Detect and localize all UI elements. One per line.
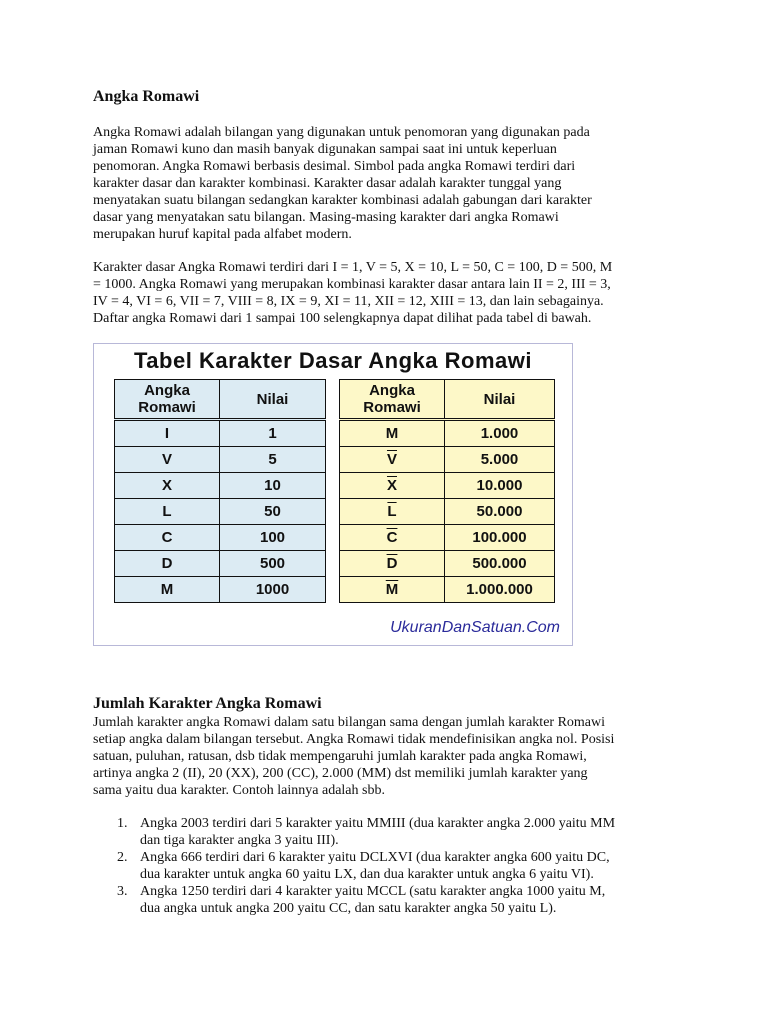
value-cell: 1.000	[445, 420, 555, 447]
table-row	[115, 447, 326, 473]
value-cell: 1000	[220, 577, 326, 603]
text-line: Jumlah karakter angka Romawi dalam satu bilangan sama dengan jumlah karakter Romawi	[93, 715, 606, 730]
intro-paragraph	[93, 124, 592, 243]
value-cell: 50.000	[445, 499, 555, 525]
value-cell: 100.000	[445, 525, 555, 551]
roman-cell: V	[115, 447, 220, 473]
header-text: Angka	[144, 382, 190, 399]
text-line: dua karakter untuk angka 60 yaitu LX, dan dua karakter untuk angka 6 yaitu VI).	[140, 867, 594, 882]
value-cell: 10.000	[445, 473, 555, 499]
text-line: artinya angka 2 (II), 20 (XX), 200 (CC), 2.000 (MM) dst memiliki jumlah karakter yang	[93, 766, 588, 781]
text-line: Angka Romawi adalah bilangan yang digunakan untuk penomoran yang digunakan pada	[93, 125, 590, 140]
roman-cell: $\overline{C}$	[340, 525, 445, 551]
roman-numeral-table-image	[93, 343, 573, 646]
text-line: Angka 666 terdiri dari 6 karakter yaitu DCLXVI (dua karakter angka 600 yaitu DC,	[140, 850, 610, 865]
roman-cell: C	[115, 525, 220, 551]
roman-cell: $\overline{L}$	[340, 499, 445, 525]
table-row	[340, 473, 555, 499]
roman-cell: M	[115, 577, 220, 603]
text-line: IV = 4, VI = 6, VII = 7, VIII = 8, IX = 9, XI = 11, XII = 12, XIII = 13, dan lain sebagainya.	[93, 294, 604, 309]
roman-cell: $\overline{X}$	[340, 473, 445, 499]
text-line: dua angka untuk angka 200 yaitu CC, dan satu karakter angka 50 yaitu L).	[140, 901, 557, 916]
table-row	[340, 577, 555, 603]
section-heading-angka-romawi: Angka Romawi	[93, 88, 200, 105]
table-row	[340, 551, 555, 577]
list-number: 3.	[117, 884, 128, 899]
value-cell: 500.000	[445, 551, 555, 577]
roman-cell: L	[115, 499, 220, 525]
roman-cell: D	[115, 551, 220, 577]
header-text: Romawi	[363, 399, 421, 416]
text-line: Angka 1250 terdiri dari 4 karakter yaitu MCCL (satu karakter angka 1000 yaitu M,	[140, 884, 606, 899]
header-roman	[340, 380, 445, 420]
text-line: sama yaitu dua karakter. Contoh lainnya adalah sbb.	[93, 783, 385, 798]
roman-cell: M	[340, 420, 445, 447]
text-line: jaman Romawi kuno dan masih banyak digunakan sampai saat ini untuk keperluan	[93, 142, 557, 157]
value-cell: 5.000	[445, 447, 555, 473]
text-line: = 1000. Angka Romawi yang merupakan kombinasi karakter dasar antara lain II = 2, III = 3,	[93, 277, 611, 292]
table-row	[115, 473, 326, 499]
table-row	[115, 499, 326, 525]
text-line: penomoran. Angka Romawi berbasis desimal. Simbol pada angka Romawi terdiri dari	[93, 159, 576, 174]
count-paragraph	[93, 714, 614, 799]
text-line: Karakter dasar Angka Romawi terdiri dari I = 1, V = 5, X = 10, L = 50, C = 100, D = 500, M	[93, 260, 613, 275]
table-row	[115, 420, 326, 447]
text-line: karakter dasar dan karakter kombinasi. Karakter dasar adalah karakter tunggal yang	[93, 176, 562, 191]
text-line: setiap angka dalam bilangan tersebut. Angka Romawi tidak mendefinisikan angka nol. Posisi	[93, 732, 615, 747]
value-cell: 1	[220, 420, 326, 447]
text-line: dan tiga karakter angka 3 yaitu III).	[140, 833, 339, 848]
roman-cell: X	[115, 473, 220, 499]
text-line: Angka 2003 terdiri dari 5 karakter yaitu MMIII (dua karakter angka 2.000 yaitu MM	[140, 816, 616, 831]
header-text: Romawi	[138, 399, 196, 416]
roman-cell: $\overline{D}$	[340, 551, 445, 577]
basic-numerals-table	[114, 379, 326, 603]
list-number: 2.	[117, 850, 128, 865]
header-value: Nilai	[220, 380, 326, 420]
text-line: dasar yang menyatakan satu bilangan. Masing-masing karakter dari angka Romawi	[93, 210, 559, 225]
text-line: menyatakan suatu bilangan sedangkan karakter kombinasi adalah gabungan dari karakter	[93, 193, 592, 208]
value-cell: 50	[220, 499, 326, 525]
text-line: Daftar angka Romawi dari 1 sampai 100 selengkapnya dapat dilihat pada tabel di bawah.	[93, 311, 592, 326]
source-credit: UkuranDanSatuan.Com	[390, 619, 560, 636]
value-cell: 10	[220, 473, 326, 499]
list-number: 1.	[117, 816, 128, 831]
table-row	[115, 577, 326, 603]
value-cell: 1.000.000	[445, 577, 555, 603]
header-roman	[115, 380, 220, 420]
value-cell: 500	[220, 551, 326, 577]
basic-characters-paragraph	[93, 259, 612, 327]
table-row	[115, 551, 326, 577]
table-row	[340, 525, 555, 551]
table-row	[115, 525, 326, 551]
table-row	[340, 447, 555, 473]
figure-title: Tabel Karakter Dasar Angka Romawi	[134, 348, 532, 373]
text-line: satuan, puluhan, ratusan, dsb tidak mempengaruhi jumlah karakter pada angka Romawi,	[93, 749, 587, 764]
table-row	[340, 499, 555, 525]
value-cell: 5	[220, 447, 326, 473]
header-text: Angka	[369, 382, 415, 399]
roman-cell: I	[115, 420, 220, 447]
section-heading-jumlah-karakter: Jumlah Karakter Angka Romawi	[93, 695, 322, 712]
roman-cell: $\overline{M}$	[340, 577, 445, 603]
large-numerals-table	[339, 379, 555, 603]
value-cell: 100	[220, 525, 326, 551]
text-line: merupakan huruf kapital pada alfabet modern.	[93, 227, 352, 242]
header-value: Nilai	[445, 380, 555, 420]
roman-cell: $\overline{V}$	[340, 447, 445, 473]
table-row	[340, 420, 555, 447]
